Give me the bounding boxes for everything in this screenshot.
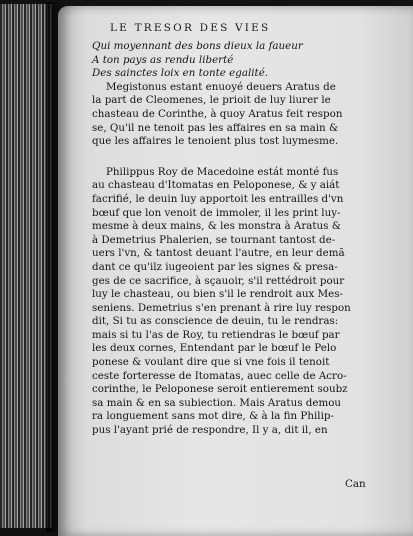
text-line: corinthe, le Peloponese seroit entierement soubz [92,383,348,396]
text-line: se, Qu'il ne tenoit pas les affaires en sa main & [92,121,339,134]
paragraph [92,81,392,149]
text-line: seniens. Demetrius s'en prenant à rire luy respon [92,301,351,314]
text-line: sa main & en sa subiection. Mais Aratus demou [92,396,342,409]
text-line: ges de ce sacrifice, à sçauoir, s'il rettédroit pour [92,274,345,287]
catchword: Can [345,478,366,490]
paragraph [92,166,392,438]
text-line: pus l'ayant prié de respondre, Il y a, dit il, en [92,424,328,437]
verse-block [92,40,392,81]
text-line: que les affaires le tenoient plus tost luymesme. [92,135,339,148]
text-line: au chasteau d'Itomatas en Peloponese, & y aiát [92,179,340,192]
text-line: dit, Si tu as conscience de deuin, tu le rendras: [92,315,339,328]
verse-line: Qui moyennant des bons dieux la faueur [92,40,303,52]
text-line: la part de Cleomenes, le prioit de luy liurer le [92,94,331,107]
paragraph-gap [92,149,392,166]
text-line: uers l'vn, & tantost deuant l'autre, en leur demã [92,247,345,260]
text-line: luy le chasteau, ou bien s'il le rendroit aux Mes- [92,288,343,301]
verse-line: Des sainctes loix en tonte egalité. [92,67,269,80]
text-line: bœuf que lon venoit de immoler, il les print luy- [92,206,341,219]
text-line: Philippus Roy de Macedoine estát monté fus [106,165,339,178]
text-line: ra longuement sans mot dire, & à la fin Philip- [92,410,334,423]
body-text [92,40,392,438]
verse-line: A ton pays as rendu liberté [92,53,234,66]
text-line: ponese & voulant dire que si vne fois il tenoit [92,356,330,369]
text-line: mais si tu l'as de Roy, tu retiendras le bœuf par [92,328,340,341]
text-line: facrifié, le deuin luy apportoit les entrailles d'vn [92,192,344,205]
text-line: à Demetrius Phalerien, se tournant tantost de- [92,233,336,246]
text-line: dant ce qu'ilz iugeoient par les signes & presa- [92,260,338,273]
page-edges [0,4,52,528]
running-head: LE TRESOR DES VIES [110,22,271,34]
text-line: les deux cornes, Entendant par le bœuf le Pelo [92,342,337,355]
text-line: ceste forteresse de Itomatas, auec celle de Acro- [92,369,347,382]
text-line: Megistonus estant enuoyé deuers Aratus de [106,80,336,93]
text-line: chasteau de Corinthe, à quoy Aratus feit respon [92,107,343,120]
text-line: mesme à deux mains, & les monstra à Aratus & [92,220,341,233]
